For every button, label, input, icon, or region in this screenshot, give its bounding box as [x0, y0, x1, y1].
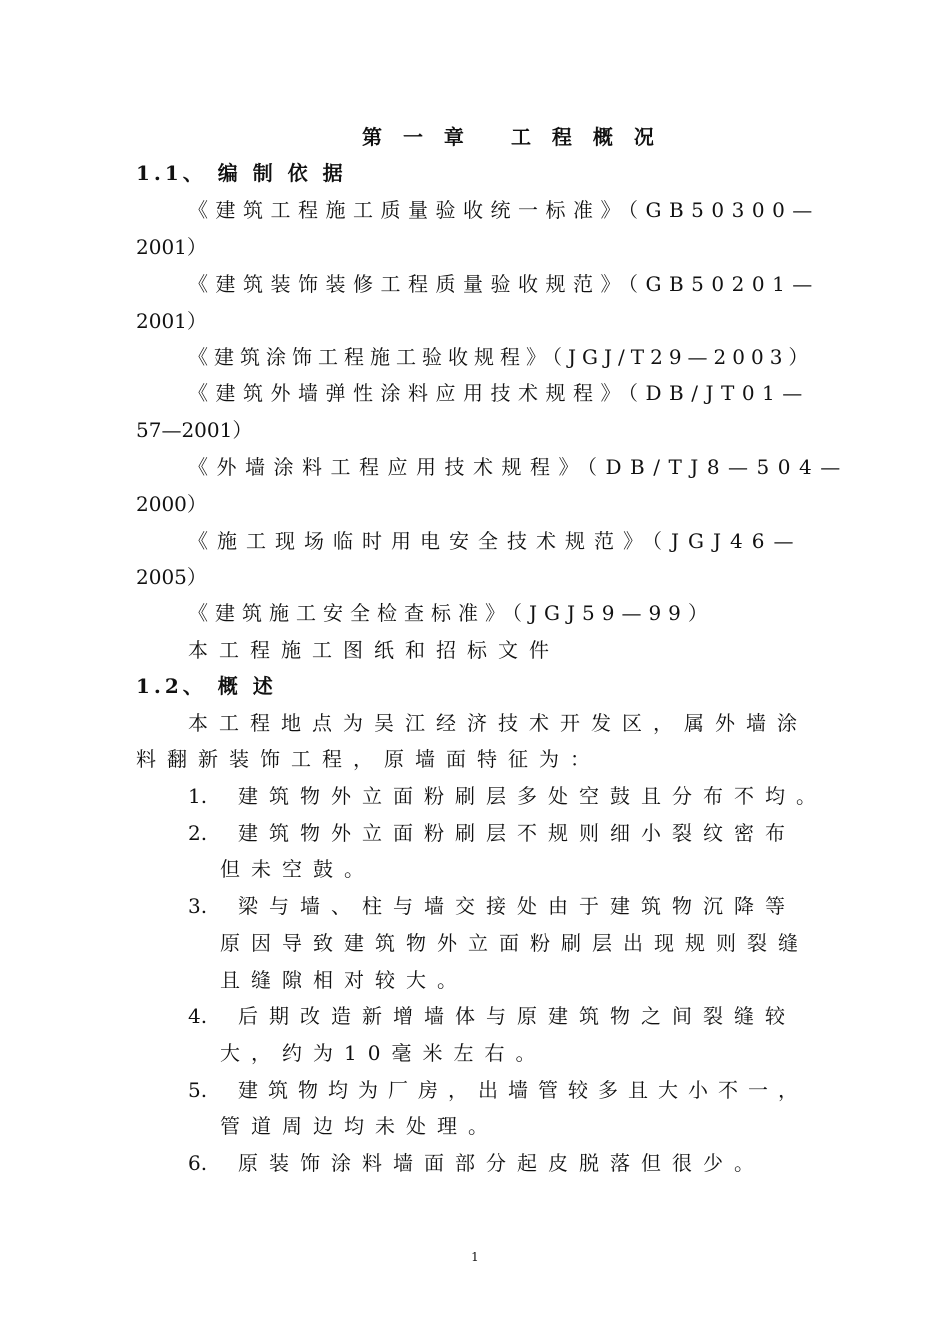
section-heading-overview: 1.2、 概 述	[136, 674, 277, 698]
basis-item: 《施工现场临时用电安全技术规范》（JGJ46—	[188, 529, 803, 553]
list-item-continued: 原因导致建筑物外立面粉刷层出现规则裂缝	[220, 931, 809, 955]
list-number: 5.	[188, 1078, 208, 1102]
chapter-name: 工 程 概 况	[510, 125, 661, 149]
list-number: 1.	[188, 784, 208, 808]
basis-item: 《建筑施工安全检查标准》（JGJ59—99）	[188, 601, 715, 625]
basis-item: 《建筑装饰装修工程质量验收规范》（GB50201—	[188, 272, 820, 296]
list-item-continued: 且缝隙相对较大。	[220, 968, 468, 992]
list-item	[188, 784, 827, 808]
list-item-continued: 大，约为10毫米左右。	[220, 1041, 547, 1065]
list-text: 后期改造新增墙体与原建筑物之间裂缝较	[238, 1004, 796, 1028]
list-number: 2.	[188, 821, 208, 845]
chapter-title	[362, 125, 661, 149]
list-item	[188, 821, 796, 845]
chapter-number: 第 一 章	[362, 125, 471, 149]
basis-item: 2001）	[136, 309, 207, 333]
basis-item: 《外墙涂料工程应用技术规程》（DB/TJ8—504—	[188, 455, 849, 479]
list-number: 4.	[188, 1004, 208, 1028]
list-number: 6.	[188, 1151, 208, 1175]
overview-intro: 本工程地点为吴江经济技术开发区，属外墙涂	[188, 711, 808, 735]
list-item	[188, 1151, 765, 1175]
section-heading-basis: 1.1、 编 制 依 据	[136, 161, 347, 185]
basis-item: 2000）	[136, 492, 207, 516]
basis-item: 2001）	[136, 235, 207, 259]
basis-item: 本工程施工图纸和招标文件	[188, 638, 560, 662]
list-text: 建筑物均为厂房，出墙管较多且大小不一，	[238, 1078, 808, 1102]
list-item-continued: 但未空鼓。	[220, 857, 375, 881]
basis-item: 《建筑涂饰工程施工验收规程》（JGJ/T29—2003）	[188, 345, 815, 369]
page-number: 1	[471, 1250, 479, 1264]
list-item	[188, 1078, 808, 1102]
list-text: 建筑物外立面粉刷层多处空鼓且分布不均。	[238, 784, 827, 808]
list-item	[188, 1004, 796, 1028]
basis-item: 2005）	[136, 565, 207, 589]
list-text: 建筑物外立面粉刷层不规则细小裂纹密布	[238, 821, 796, 845]
basis-item: 《建筑工程施工质量验收统一标准》（GB50300—	[188, 198, 820, 222]
list-text: 原装饰涂料墙面部分起皮脱落但很少。	[238, 1151, 765, 1175]
basis-item: 《建筑外墙弹性涂料应用技术规程》（DB/JT01—	[188, 381, 810, 405]
list-number: 3.	[188, 894, 208, 918]
list-item	[188, 894, 796, 918]
list-text: 梁与墙、柱与墙交接处由于建筑物沉降等	[238, 894, 796, 918]
list-item-continued: 管道周边均未处理。	[220, 1114, 499, 1138]
basis-item: 57—2001）	[136, 418, 253, 442]
overview-intro: 料翻新装饰工程，原墙面特征为：	[136, 747, 601, 771]
